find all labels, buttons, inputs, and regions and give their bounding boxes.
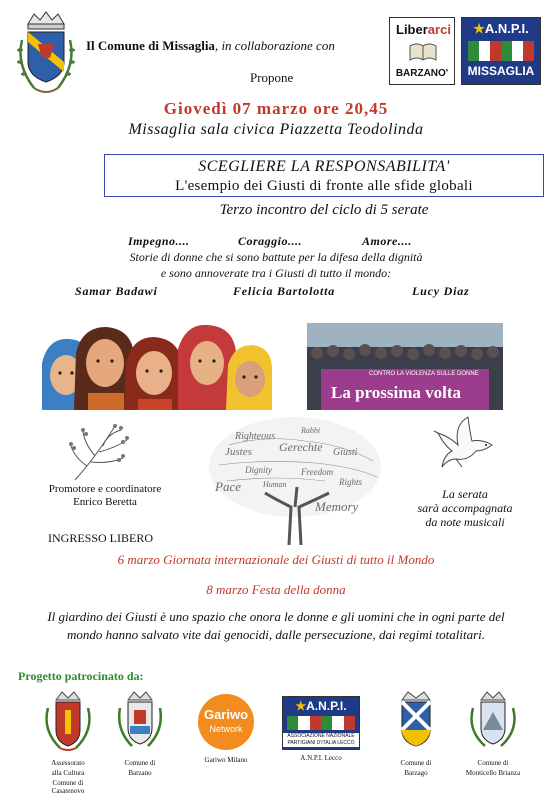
event-subtitle: L'esempio dei Giusti di fronte alle sfide globali [175,178,473,194]
sponsor-label: Barzano [128,769,152,777]
name-felicia-bartolotta: Felicia Bartolotta [233,284,336,298]
tree-word: Justes [225,446,252,458]
sponsor-label: Comune di Casatenovo [51,779,85,795]
event-title: SCEGLIERE LA RESPONSABILITA' [198,158,450,175]
sponsors-title: Progetto patrocinato da: [18,669,144,683]
protest-banner-text: La prossima volta [331,383,462,402]
anpi-lecco-logo [282,696,360,750]
dove-icon [432,415,502,475]
promoter-role: Promotore e coordinatore [48,483,162,495]
tree-word: Righteous [235,431,275,442]
story-line-2: e sono annoverate tra i Giusti di tutto il mondo: [160,266,392,280]
music-line-2: sarà accompagnata [417,501,513,515]
tree-word: Gerechte [279,440,323,454]
protest-banner-subtitle: CONTRO LA VIOLENZA SULLE DONNE [369,371,479,377]
music-note-block [410,487,520,529]
liberarci-barzano-logo [389,17,455,85]
presenter-collaboration: , in collaborazione con [214,38,335,53]
garden-text-line-1: Il giardino dei Giusti è uno spazio che onora le donne e gli uomini che in ogni parte del [47,609,505,624]
sponsor-barzago [388,690,444,777]
gariwo-logo-network: Network [209,724,243,734]
music-line-1: La serata [442,487,488,501]
sponsor-label: Barzago [404,769,428,777]
liberarci-logo-location: BARZANO' [395,68,449,79]
tree-word: Rabbi [301,426,321,435]
gariwo-logo-word: Gariwo [203,707,249,722]
casatenovo-crest-icon [38,690,98,752]
sponsor-barzano [112,690,168,777]
anpi-lecco-caption: ASSOCIAZIONE NAZIONALE PARTIGIANI D'ITALIA LECCO [283,733,359,747]
sponsor-monticello [458,690,528,777]
star-icon: ★ [295,699,307,713]
keyword-amore: Amore.... [362,234,412,248]
tree-word: Rights [339,477,363,487]
sponsor-label: alla Cultura [51,769,85,777]
barzano-crest-icon [114,690,166,752]
day-march-8: 8 marzo Festa della donna [206,582,346,597]
anpi-lecco-title: ★A.N.P.I. [295,699,347,713]
italian-flag-stripes [287,716,355,730]
proposes-label: Propone [250,70,294,85]
day-march-6: 6 marzo Giornata internazionale dei Giusti di tutto il Mondo [117,552,435,567]
sponsor-anpi-lecco [280,690,362,762]
presenter-line [86,38,335,54]
liberarci-logo-word: Liberarci [396,22,451,37]
event-datetime: Giovedì 07 marzo ore 20,45 [163,99,389,118]
missaglia-crest-icon [14,10,78,100]
story-line-1: Storie di donne che si sono battute per la difesa della dignità [129,250,423,264]
tree-word: Freedom [301,467,334,477]
star-icon: ★ [473,21,485,36]
presenter-municipality: Il Comune di Missaglia [86,38,215,53]
anpi-missaglia-logo [461,17,541,85]
tree-word: Giusti [333,447,358,458]
tree-word: Human [263,480,287,489]
sponsor-label: Comune di [477,759,509,767]
sponsor-label: A.N.P.I. Lecco [300,754,342,762]
italian-flag-stripes [468,41,534,61]
event-series: Terzo incontro del ciclo di 5 serate [219,202,429,218]
promoter-block [30,483,180,509]
anpi-logo-location: MISSAGLIA [467,64,535,78]
tree-word: Memory [315,499,359,514]
name-samar-badawi: Samar Badawi [75,284,158,298]
music-line-3: da note musicali [425,515,505,529]
word-tree-illustration [205,415,385,545]
gariwo-logo [198,694,254,750]
name-lucy-diaz: Lucy Diaz [412,284,470,298]
sponsor-casatenovo [36,690,100,795]
event-venue: Missaglia sala civica Piazzetta Teodolinda [128,121,424,138]
sponsor-label: Gariwo Milano [204,756,248,764]
barzago-crest-icon [394,690,438,752]
sponsor-label: Comune di [124,759,156,767]
tree-word: Dignity [245,465,272,475]
anpi-logo-title: ★A.N.P.I. [473,21,529,36]
sponsor-gariwo [194,690,258,764]
sponsor-label: Assessorato [51,759,85,767]
monticello-crest-icon [465,690,521,752]
mimosa-icon [65,418,135,482]
keyword-coraggio: Coraggio.... [238,234,303,248]
sponsor-label: Monticello Brianza [465,769,521,777]
tree-word: Pace [215,479,241,494]
garden-text-line-2: mondo hanno salvato vite dai genocidi, dalle persecuzione, dai regimi totalitari. [67,627,485,642]
free-entry-label: INGRESSO LIBERO [48,531,154,545]
keyword-impegno: Impegno.... [128,234,190,248]
promoter-name: Enrico Beretta [73,496,137,508]
protest-photo [307,323,503,410]
open-book-icon [408,40,438,64]
women-portraits-illustration [40,323,272,410]
sponsor-label: Comune di [400,759,432,767]
